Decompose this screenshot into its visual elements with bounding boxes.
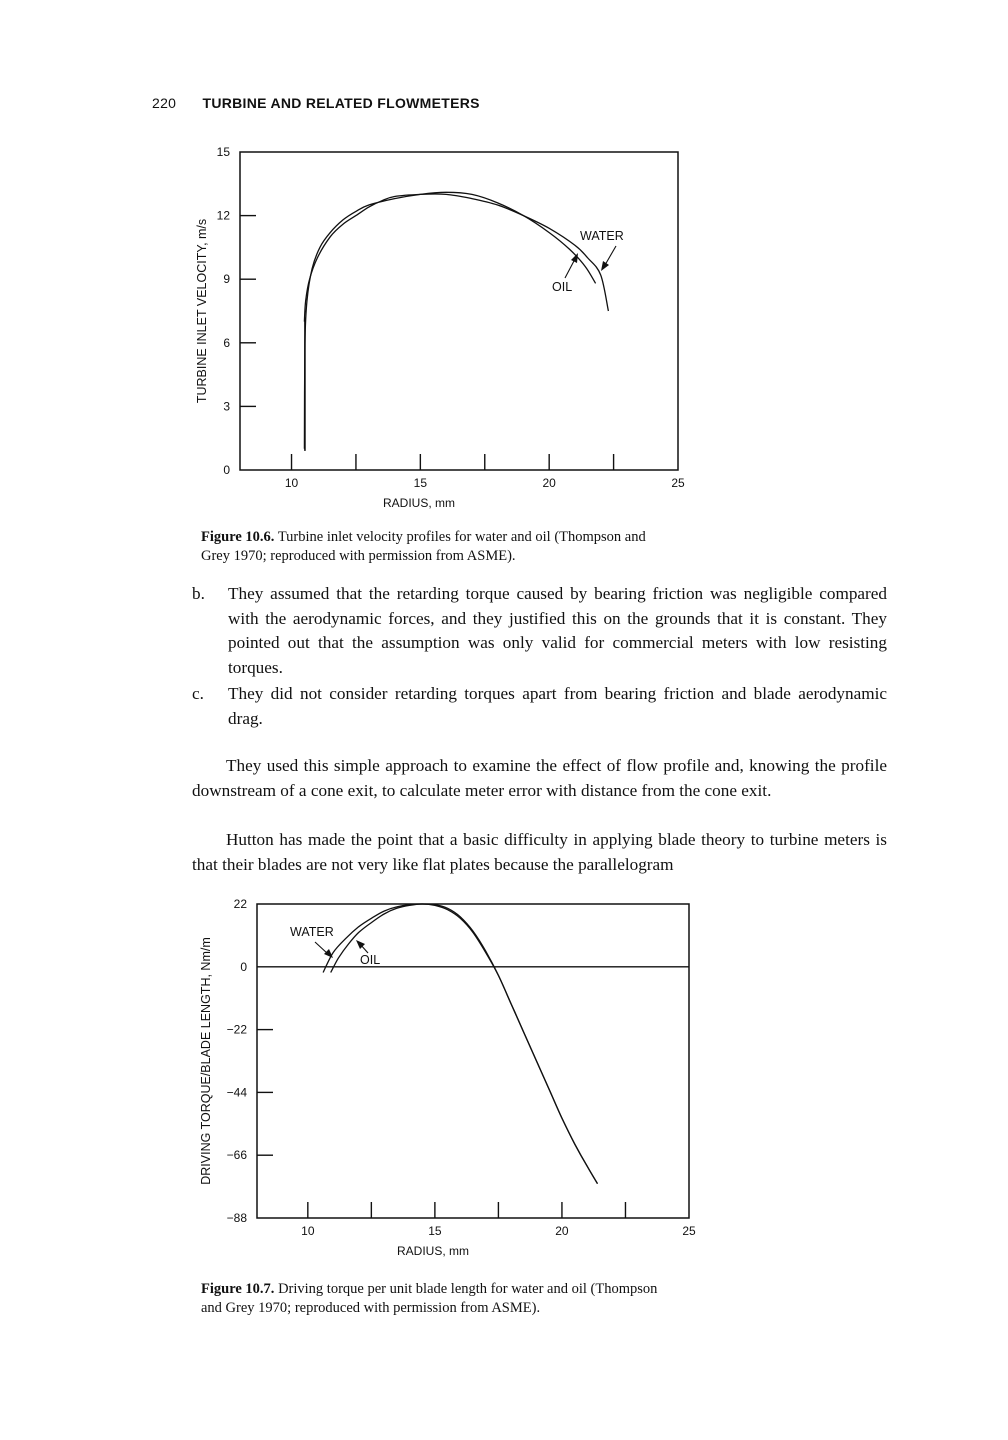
caption-line-2: Grey 1970; reproduced with permission from ASME). [201, 548, 516, 564]
arrowhead [324, 949, 333, 958]
y-axis-label: TURBINE INLET VELOCITY, m/s [195, 218, 209, 404]
y-axis-label: DRIVING TORQUE/BLADE LENGTH, Nm/m [199, 937, 213, 1185]
list-item [192, 682, 887, 731]
list-item-label: b. [192, 584, 205, 603]
x-tick-label: 25 [671, 476, 685, 490]
annotation-water: WATER [580, 229, 624, 243]
figure-label: Figure 10.7. [201, 1281, 275, 1297]
y-tick-label: 6 [223, 335, 230, 350]
list-item-text: They did not consider retarding torques apart from bearing friction and blade aerodynamic drag. [228, 684, 887, 728]
figure-10-6-caption [201, 528, 821, 566]
x-tick-label: 25 [682, 1224, 696, 1238]
y-tick-label: −66 [226, 1148, 247, 1163]
y-tick-label: 9 [223, 272, 230, 287]
figure-10-7-caption [201, 1280, 821, 1318]
x-tick-label: 10 [301, 1224, 315, 1238]
annotation-oil: OIL [360, 953, 381, 967]
x-axis-label: RADIUS, mm [397, 1244, 469, 1258]
series-line-oil [304, 192, 595, 449]
x-tick-label: 10 [284, 476, 299, 490]
arrowhead [601, 261, 609, 271]
caption-line-2: and Grey 1970; reproduced with permission from ASME). [201, 1300, 541, 1316]
y-tick-label: 15 [216, 145, 230, 159]
annotation-oil: OIL [552, 280, 573, 294]
annotation-water: WATER [290, 925, 334, 939]
y-tick-label: −22 [226, 1022, 247, 1037]
page-number: 220 [152, 95, 177, 111]
x-axis-label: RADIUS, mm [383, 496, 455, 510]
caption-line-1: Turbine inlet velocity profiles for water and oil (Thompson and [277, 529, 646, 545]
list-item [192, 582, 887, 680]
list-item-text: They assumed that the retarding torque caused by bearing friction was negligible compared with the aerodynamic forces, and they justified this on the grounds that it is constant. They pointed out that the assumption was only valid for commercial meters with low resisting torques. [228, 584, 887, 677]
y-tick-label: 3 [223, 399, 230, 414]
annotation-water-arrow [605, 246, 616, 265]
series-line-water [323, 904, 597, 1184]
list-item-label: c. [192, 684, 204, 704]
y-tick-label: 22 [233, 897, 247, 911]
driving-torque-chart [180, 890, 710, 1275]
figure-label: Figure 10.6. [201, 529, 275, 545]
body-paragraph: Hutton has made the point that a basic difficulty in applying blade theory to turbine meters is that their blades are not very like flat plates because the parallelogram [192, 830, 887, 874]
assumption-list [192, 582, 887, 734]
plot-frame [257, 904, 689, 1218]
running-header [152, 95, 480, 111]
y-tick-label: 12 [216, 208, 230, 223]
body-paragraph: They used this simple approach to examine the effect of flow profile and, knowing the profile downstream of a cone exit, to calculate meter error with distance from the cone exit. [192, 756, 887, 800]
running-title: TURBINE AND RELATED FLOWMETERS [202, 95, 480, 111]
y-tick-label: 0 [223, 463, 230, 477]
y-tick-label: 0 [240, 959, 247, 974]
y-tick-label: −44 [226, 1085, 247, 1100]
velocity-profile-chart [180, 140, 710, 520]
y-tick-label: −88 [226, 1211, 247, 1225]
x-tick-label: 15 [428, 1224, 442, 1238]
x-tick-label: 15 [413, 476, 428, 490]
series-line-water [304, 194, 608, 322]
x-tick-label: 20 [542, 476, 556, 490]
caption-line-1: Driving torque per unit blade length for water and oil (Thompson [278, 1281, 658, 1297]
annotation-oil-arrow [565, 259, 575, 278]
x-tick-label: 20 [555, 1224, 569, 1238]
series-line-oil [331, 904, 598, 1184]
